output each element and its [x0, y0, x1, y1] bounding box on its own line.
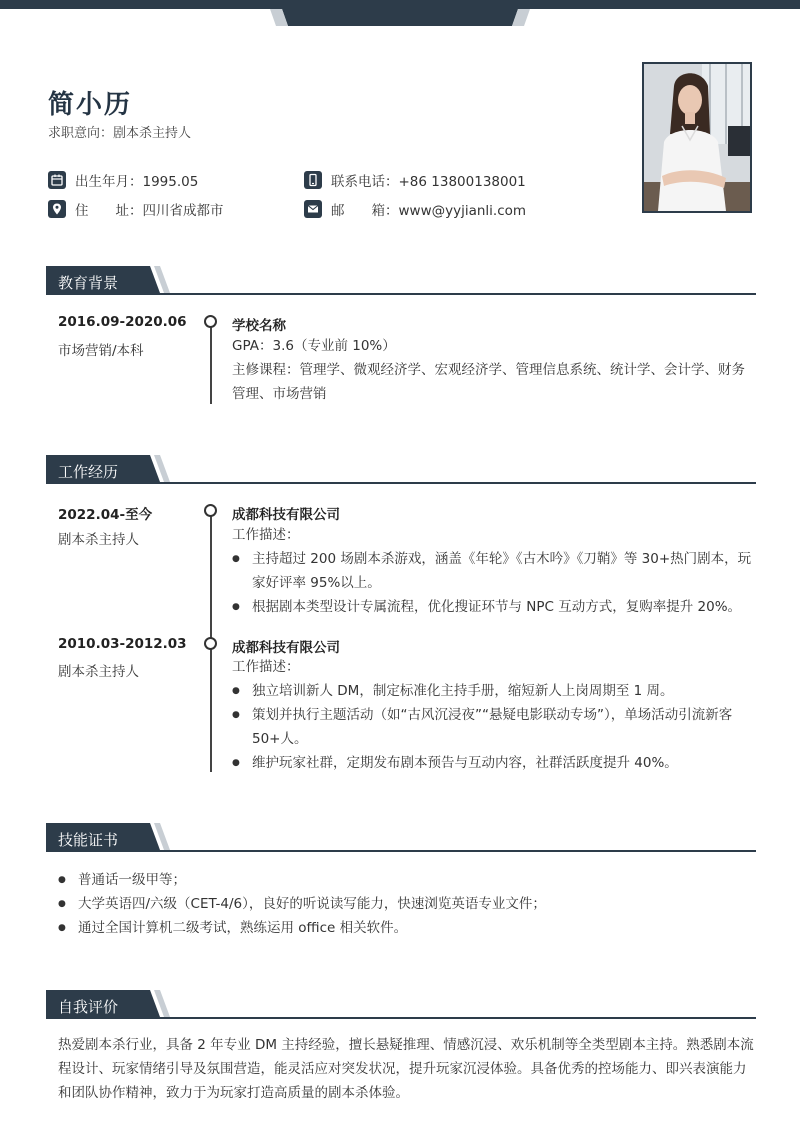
job-timeline-dot [204, 637, 217, 650]
envelope-icon [304, 200, 322, 218]
company-name: 成都科技有限公司 [232, 640, 340, 656]
job-date: 2010.03-2012.03 [58, 636, 187, 652]
skill-item: ● 普通话一级甲等； [58, 868, 758, 892]
company-name: 成都科技有限公司 [232, 507, 340, 523]
education-timeline-dot [204, 315, 217, 328]
education-section-header [46, 266, 756, 296]
job-intent: 求职意向：剧本杀主持人 [48, 126, 192, 141]
address-info [48, 199, 224, 219]
profile-photo [642, 62, 752, 213]
school-name: 学校名称 [232, 318, 286, 334]
work-section-header [46, 455, 756, 485]
job-bullet: ● 根据剧本类型设计专属流程，优化搜证环节与 NPC 互动方式，复购率提升 20%。 [232, 595, 756, 619]
education-gpa: GPA：3.6（专业前 10%） [232, 338, 396, 354]
job-date: 2022.04-至今 [58, 507, 153, 523]
self-section-header [46, 990, 756, 1020]
self-evaluation-text: 热爱剧本杀行业，具备 2 年专业 DM 主持经验，擅长悬疑推理、情感沉浸、欢乐机制等全类型剧本主持。熟悉剧本流程设计、玩家情绪引导及氛围营造，能灵活应对突发状况，提升玩家沉浸体验。具备优秀的控场能力、即兴表演能力和团队协作精神，致力于为玩家打造高质量的剧本杀体验。 [58, 1037, 754, 1101]
skills-title: 技能证书 [58, 831, 119, 849]
candidate-name: 简小历 [48, 90, 133, 120]
job-bullet: ● 独立培训新人 DM，制定标准化主持手册，缩短新人上岗周期至 1 周。 [232, 679, 756, 703]
job-bullet: ● 维护玩家社群，定期发布剧本预告与互动内容，社群活跃度提升 40%。 [232, 751, 756, 775]
job-bullet: ● 主持超过 200 场剧本杀游戏，涵盖《年轮》《古木吟》《刀鞘》等 30+热门剧本，玩家好评率 95%以上。 [232, 547, 756, 595]
education-courses: 主修课程：管理学、微观经济学、宏观经济学、管理信息系统、统计学、会计学、财务管理、市场营销 [232, 362, 745, 402]
phone-text: 联系电话：+86 13800138001 [331, 174, 526, 190]
skills-section-header [46, 823, 756, 853]
location-pin-icon [48, 200, 66, 218]
education-timeline [210, 318, 212, 404]
job-desc-label: 工作描述： [232, 527, 300, 543]
work-title: 工作经历 [58, 463, 119, 481]
education-date: 2016.09-2020.06 [58, 314, 187, 330]
top-decorative-bar [0, 0, 800, 26]
job-timeline-dot [204, 504, 217, 517]
birth-text: 出生年月：1995.05 [75, 174, 199, 190]
phone-info [304, 170, 526, 190]
education-major: 市场营销/本科 [58, 343, 144, 359]
job-role: 剧本杀主持人 [58, 532, 139, 548]
self-title: 自我评价 [58, 998, 119, 1016]
calendar-icon [48, 171, 66, 189]
address-text: 住 址：四川省成都市 [75, 203, 224, 219]
skill-item: ● 大学英语四/六级（CET-4/6），良好的听说读写能力，快速浏览英语专业文件； [58, 892, 758, 916]
phone-icon [304, 171, 322, 189]
education-title: 教育背景 [58, 274, 119, 292]
email-info [304, 199, 526, 219]
email-text: 邮 箱：www@yyjianli.com [331, 203, 527, 219]
job-bullet: ● 策划并执行主题活动（如“古风沉浸夜”“悬疑电影联动专场”），单场活动引流新客 50+人。 [232, 703, 756, 751]
birth-info [48, 170, 198, 190]
skill-item: ● 通过全国计算机二级考试，熟练运用 office 相关软件。 [58, 916, 758, 940]
job-role: 剧本杀主持人 [58, 664, 139, 680]
job-desc-label: 工作描述： [232, 659, 300, 675]
